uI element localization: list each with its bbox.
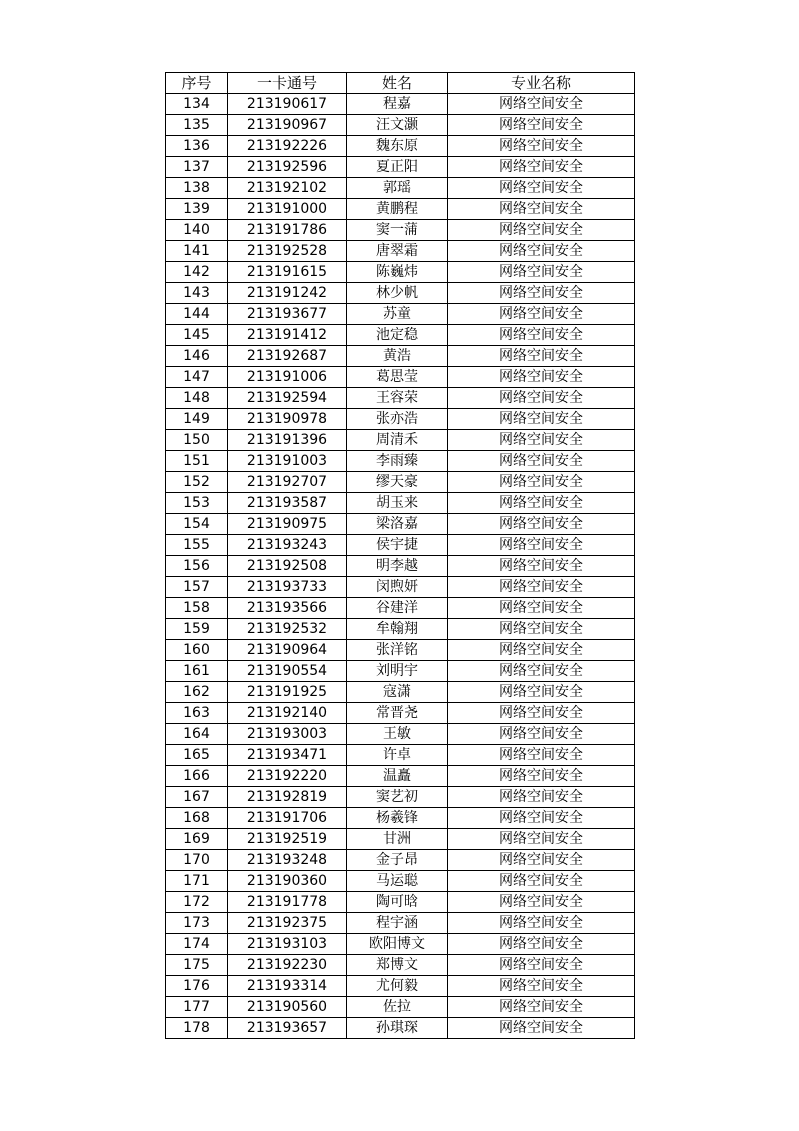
cell-seq: 142 [166, 262, 228, 283]
table-row [166, 703, 635, 724]
cell-seq: 147 [166, 367, 228, 388]
cell-card-id: 213192230 [228, 955, 347, 976]
cell-name: 明李越 [347, 556, 448, 577]
cell-name: 窦艺初 [347, 787, 448, 808]
table-row [166, 619, 635, 640]
cell-seq: 145 [166, 325, 228, 346]
table-row [166, 682, 635, 703]
table-row [166, 766, 635, 787]
cell-major: 网络空间安全 [448, 703, 635, 724]
roster-body [166, 94, 635, 1039]
cell-seq: 156 [166, 556, 228, 577]
cell-major: 网络空间安全 [448, 808, 635, 829]
cell-card-id: 213193314 [228, 976, 347, 997]
cell-major: 网络空间安全 [448, 535, 635, 556]
cell-major: 网络空间安全 [448, 892, 635, 913]
cell-name: 程宇涵 [347, 913, 448, 934]
cell-major: 网络空间安全 [448, 556, 635, 577]
cell-name: 佐拉 [347, 997, 448, 1018]
cell-seq: 165 [166, 745, 228, 766]
table-row [166, 493, 635, 514]
cell-seq: 150 [166, 430, 228, 451]
cell-major: 网络空间安全 [448, 997, 635, 1018]
cell-name: 马运聪 [347, 871, 448, 892]
cell-card-id: 213192375 [228, 913, 347, 934]
cell-name: 张洋铭 [347, 640, 448, 661]
table-row [166, 598, 635, 619]
cell-card-id: 213193677 [228, 304, 347, 325]
cell-card-id: 213192596 [228, 157, 347, 178]
cell-seq: 149 [166, 409, 228, 430]
table-row [166, 262, 635, 283]
table-row [166, 976, 635, 997]
cell-card-id: 213192819 [228, 787, 347, 808]
cell-card-id: 213192140 [228, 703, 347, 724]
table-row [166, 430, 635, 451]
table-row [166, 661, 635, 682]
table-row [166, 997, 635, 1018]
table-row [166, 241, 635, 262]
table-row [166, 871, 635, 892]
cell-name: 王敏 [347, 724, 448, 745]
cell-seq: 138 [166, 178, 228, 199]
cell-major: 网络空间安全 [448, 955, 635, 976]
cell-card-id: 213190964 [228, 640, 347, 661]
cell-card-id: 213193248 [228, 850, 347, 871]
cell-major: 网络空间安全 [448, 598, 635, 619]
cell-seq: 152 [166, 472, 228, 493]
cell-major: 网络空间安全 [448, 283, 635, 304]
cell-major: 网络空间安全 [448, 472, 635, 493]
table-row [166, 556, 635, 577]
cell-seq: 172 [166, 892, 228, 913]
cell-seq: 154 [166, 514, 228, 535]
cell-name: 程嘉 [347, 94, 448, 115]
cell-seq: 166 [166, 766, 228, 787]
cell-name: 葛思莹 [347, 367, 448, 388]
cell-card-id: 213191412 [228, 325, 347, 346]
cell-major: 网络空间安全 [448, 514, 635, 535]
cell-card-id: 213192532 [228, 619, 347, 640]
cell-seq: 164 [166, 724, 228, 745]
cell-major: 网络空间安全 [448, 850, 635, 871]
cell-major: 网络空间安全 [448, 136, 635, 157]
cell-name: 陶可晗 [347, 892, 448, 913]
cell-card-id: 213190978 [228, 409, 347, 430]
cell-card-id: 213192220 [228, 766, 347, 787]
table-row [166, 409, 635, 430]
cell-seq: 151 [166, 451, 228, 472]
cell-major: 网络空间安全 [448, 115, 635, 136]
cell-major: 网络空间安全 [448, 367, 635, 388]
table-row [166, 220, 635, 241]
column-header-seq: 序号 [166, 73, 228, 94]
cell-name: 王容荣 [347, 388, 448, 409]
cell-seq: 141 [166, 241, 228, 262]
cell-name: 刘明宇 [347, 661, 448, 682]
cell-major: 网络空间安全 [448, 199, 635, 220]
cell-card-id: 213193657 [228, 1018, 347, 1039]
cell-name: 温矗 [347, 766, 448, 787]
cell-seq: 137 [166, 157, 228, 178]
cell-major: 网络空间安全 [448, 220, 635, 241]
cell-name: 寇潇 [347, 682, 448, 703]
cell-seq: 161 [166, 661, 228, 682]
cell-major: 网络空间安全 [448, 577, 635, 598]
cell-card-id: 213192519 [228, 829, 347, 850]
cell-seq: 157 [166, 577, 228, 598]
cell-card-id: 213191615 [228, 262, 347, 283]
cell-seq: 168 [166, 808, 228, 829]
cell-card-id: 213192508 [228, 556, 347, 577]
cell-card-id: 213191778 [228, 892, 347, 913]
cell-name: 尤何毅 [347, 976, 448, 997]
cell-name: 金子昂 [347, 850, 448, 871]
table-row [166, 535, 635, 556]
cell-seq: 158 [166, 598, 228, 619]
table-row [166, 367, 635, 388]
cell-seq: 136 [166, 136, 228, 157]
cell-card-id: 213190360 [228, 871, 347, 892]
cell-major: 网络空间安全 [448, 661, 635, 682]
cell-name: 苏童 [347, 304, 448, 325]
cell-major: 网络空间安全 [448, 178, 635, 199]
cell-card-id: 213193587 [228, 493, 347, 514]
cell-name: 郭瑶 [347, 178, 448, 199]
table-row [166, 745, 635, 766]
cell-seq: 143 [166, 283, 228, 304]
cell-major: 网络空间安全 [448, 388, 635, 409]
cell-card-id: 213190975 [228, 514, 347, 535]
table-row [166, 388, 635, 409]
cell-card-id: 213191396 [228, 430, 347, 451]
cell-major: 网络空间安全 [448, 493, 635, 514]
cell-name: 许卓 [347, 745, 448, 766]
cell-seq: 175 [166, 955, 228, 976]
cell-name: 周清禾 [347, 430, 448, 451]
cell-major: 网络空间安全 [448, 619, 635, 640]
cell-card-id: 213193566 [228, 598, 347, 619]
cell-name: 李雨臻 [347, 451, 448, 472]
cell-name: 张亦浩 [347, 409, 448, 430]
cell-major: 网络空间安全 [448, 1018, 635, 1039]
student-roster-table [165, 72, 635, 1039]
table-row [166, 514, 635, 535]
table-row [166, 325, 635, 346]
cell-name: 杨羲锋 [347, 808, 448, 829]
table-row [166, 136, 635, 157]
table-row [166, 577, 635, 598]
cell-name: 胡玉来 [347, 493, 448, 514]
table-row [166, 346, 635, 367]
cell-major: 网络空间安全 [448, 934, 635, 955]
cell-name: 缪天豪 [347, 472, 448, 493]
cell-seq: 162 [166, 682, 228, 703]
cell-major: 网络空间安全 [448, 241, 635, 262]
cell-major: 网络空间安全 [448, 325, 635, 346]
cell-major: 网络空间安全 [448, 451, 635, 472]
cell-major: 网络空间安全 [448, 724, 635, 745]
column-header-major: 专业名称 [448, 73, 635, 94]
table-row [166, 808, 635, 829]
cell-name: 梁洛嘉 [347, 514, 448, 535]
cell-seq: 159 [166, 619, 228, 640]
table-row [166, 850, 635, 871]
cell-name: 魏东原 [347, 136, 448, 157]
cell-card-id: 213193471 [228, 745, 347, 766]
cell-card-id: 213190617 [228, 94, 347, 115]
cell-card-id: 213192594 [228, 388, 347, 409]
cell-name: 甘洲 [347, 829, 448, 850]
cell-name: 唐翠霜 [347, 241, 448, 262]
cell-name: 夏正阳 [347, 157, 448, 178]
cell-major: 网络空间安全 [448, 787, 635, 808]
cell-card-id: 213193243 [228, 535, 347, 556]
cell-seq: 148 [166, 388, 228, 409]
cell-seq: 177 [166, 997, 228, 1018]
cell-major: 网络空间安全 [448, 976, 635, 997]
cell-name: 黄鹏程 [347, 199, 448, 220]
cell-major: 网络空间安全 [448, 766, 635, 787]
cell-major: 网络空间安全 [448, 346, 635, 367]
column-header-card-id: 一卡通号 [228, 73, 347, 94]
table-row [166, 283, 635, 304]
cell-seq: 144 [166, 304, 228, 325]
cell-major: 网络空间安全 [448, 913, 635, 934]
cell-major: 网络空间安全 [448, 871, 635, 892]
cell-seq: 153 [166, 493, 228, 514]
cell-seq: 135 [166, 115, 228, 136]
cell-card-id: 213193733 [228, 577, 347, 598]
table-row [166, 451, 635, 472]
table-row [166, 178, 635, 199]
cell-major: 网络空间安全 [448, 829, 635, 850]
cell-seq: 170 [166, 850, 228, 871]
table-row [166, 934, 635, 955]
cell-card-id: 213190560 [228, 997, 347, 1018]
table-row [166, 472, 635, 493]
table-row [166, 157, 635, 178]
table-row [166, 829, 635, 850]
cell-seq: 178 [166, 1018, 228, 1039]
table-row [166, 892, 635, 913]
cell-major: 网络空间安全 [448, 745, 635, 766]
cell-card-id: 213191706 [228, 808, 347, 829]
cell-seq: 169 [166, 829, 228, 850]
table-row [166, 787, 635, 808]
cell-seq: 146 [166, 346, 228, 367]
table-row [166, 94, 635, 115]
cell-name: 牟翰翔 [347, 619, 448, 640]
cell-major: 网络空间安全 [448, 94, 635, 115]
cell-seq: 160 [166, 640, 228, 661]
cell-major: 网络空间安全 [448, 640, 635, 661]
cell-major: 网络空间安全 [448, 304, 635, 325]
cell-name: 孙琪琛 [347, 1018, 448, 1039]
cell-card-id: 213192102 [228, 178, 347, 199]
cell-seq: 173 [166, 913, 228, 934]
cell-major: 网络空间安全 [448, 430, 635, 451]
cell-name: 汪文灏 [347, 115, 448, 136]
cell-major: 网络空间安全 [448, 262, 635, 283]
table-row [166, 955, 635, 976]
cell-card-id: 213191006 [228, 367, 347, 388]
cell-card-id: 213191786 [228, 220, 347, 241]
cell-card-id: 213192687 [228, 346, 347, 367]
cell-name: 陈巍炜 [347, 262, 448, 283]
cell-seq: 140 [166, 220, 228, 241]
cell-name: 闵煦妍 [347, 577, 448, 598]
cell-name: 黄浩 [347, 346, 448, 367]
table-row [166, 304, 635, 325]
cell-card-id: 213191925 [228, 682, 347, 703]
table-row [166, 913, 635, 934]
cell-major: 网络空间安全 [448, 157, 635, 178]
cell-name: 常晋尧 [347, 703, 448, 724]
cell-name: 侯宇捷 [347, 535, 448, 556]
cell-seq: 171 [166, 871, 228, 892]
cell-seq: 139 [166, 199, 228, 220]
cell-card-id: 213193103 [228, 934, 347, 955]
cell-name: 窦一蒲 [347, 220, 448, 241]
cell-card-id: 213191000 [228, 199, 347, 220]
cell-card-id: 213190967 [228, 115, 347, 136]
table-row [166, 115, 635, 136]
table-row [166, 724, 635, 745]
cell-name: 池定稳 [347, 325, 448, 346]
cell-seq: 134 [166, 94, 228, 115]
cell-card-id: 213192528 [228, 241, 347, 262]
cell-major: 网络空间安全 [448, 682, 635, 703]
cell-card-id: 213190554 [228, 661, 347, 682]
column-header-name: 姓名 [347, 73, 448, 94]
cell-name: 谷建洋 [347, 598, 448, 619]
cell-seq: 176 [166, 976, 228, 997]
table-row [166, 640, 635, 661]
header-row [166, 73, 635, 94]
cell-card-id: 213193003 [228, 724, 347, 745]
cell-card-id: 213192226 [228, 136, 347, 157]
cell-major: 网络空间安全 [448, 409, 635, 430]
table-row [166, 199, 635, 220]
cell-name: 林少帆 [347, 283, 448, 304]
table-row [166, 1018, 635, 1039]
cell-card-id: 213191003 [228, 451, 347, 472]
cell-seq: 155 [166, 535, 228, 556]
cell-seq: 174 [166, 934, 228, 955]
cell-name: 欧阳博文 [347, 934, 448, 955]
cell-card-id: 213192707 [228, 472, 347, 493]
cell-seq: 163 [166, 703, 228, 724]
cell-name: 郑博文 [347, 955, 448, 976]
cell-seq: 167 [166, 787, 228, 808]
cell-card-id: 213191242 [228, 283, 347, 304]
